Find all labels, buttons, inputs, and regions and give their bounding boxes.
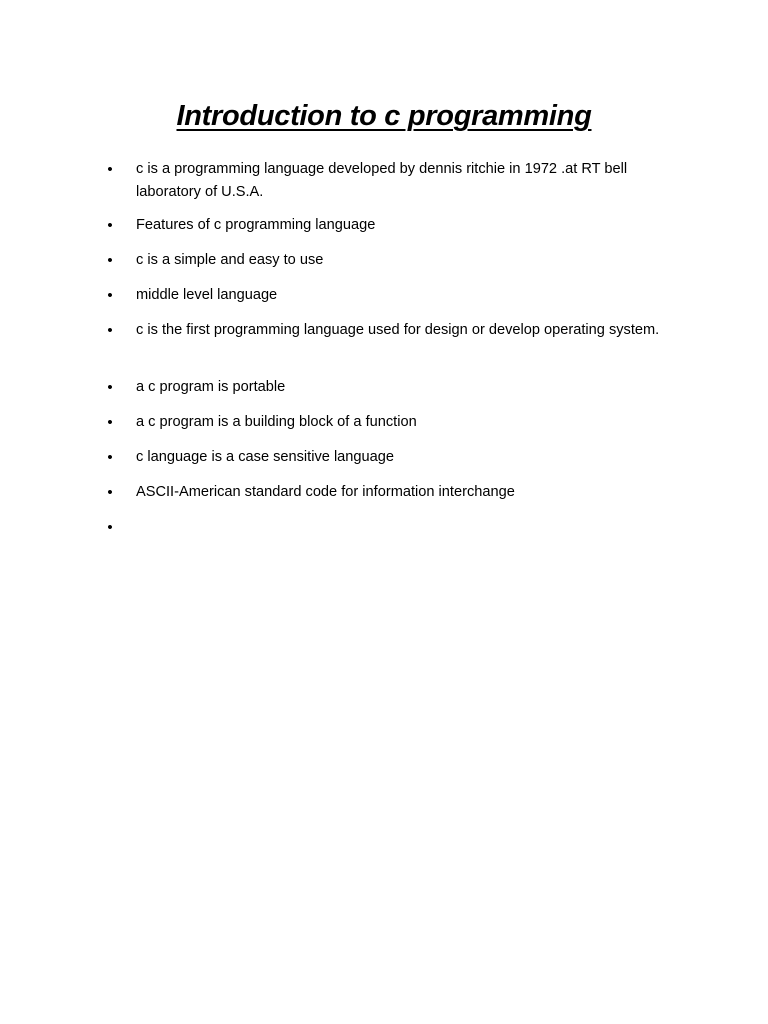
list-item-text: c is a programming language developed by dennis ritchie in 1972 .at RT bell laboratory of U.S.A. <box>136 161 628 200</box>
list-item-text: c language is a case sensitive language <box>136 449 394 465</box>
bullet-dot-icon: • <box>107 379 113 396</box>
list-item <box>107 319 696 342</box>
bullet-dot-icon: • <box>107 287 113 304</box>
list-item <box>107 411 696 434</box>
bullet-dot-icon: • <box>107 322 113 339</box>
page-title: Introduction to c programming <box>176 100 592 132</box>
bullet-dot-icon: • <box>107 519 113 536</box>
list-item-text: c is the first programming language used for design or develop operating system. <box>136 322 660 338</box>
list-item-text: ASCII-American standard code for information interchange <box>136 484 515 500</box>
list-item-text: Features of c programming language <box>136 217 376 233</box>
list-item-text: c is a simple and easy to use <box>136 252 324 268</box>
list-item-text: a c program is portable <box>136 379 286 395</box>
list-item <box>107 481 696 504</box>
list-item <box>107 214 696 237</box>
bullet-dot-icon: • <box>107 252 113 269</box>
list-item <box>107 158 696 204</box>
list-item-text: a c program is a building block of a function <box>136 414 417 430</box>
bullet-dot-icon: • <box>107 414 113 431</box>
bullet-dot-icon: • <box>107 449 113 466</box>
bullet-dot-icon: • <box>107 161 113 178</box>
list-item <box>107 284 696 307</box>
list-item <box>107 446 696 469</box>
list-item <box>107 249 696 272</box>
list-item <box>107 376 696 399</box>
bullet-dot-icon: • <box>107 217 113 234</box>
bullet-dot-icon: • <box>107 484 113 501</box>
list-item-text: middle level language <box>136 287 278 303</box>
